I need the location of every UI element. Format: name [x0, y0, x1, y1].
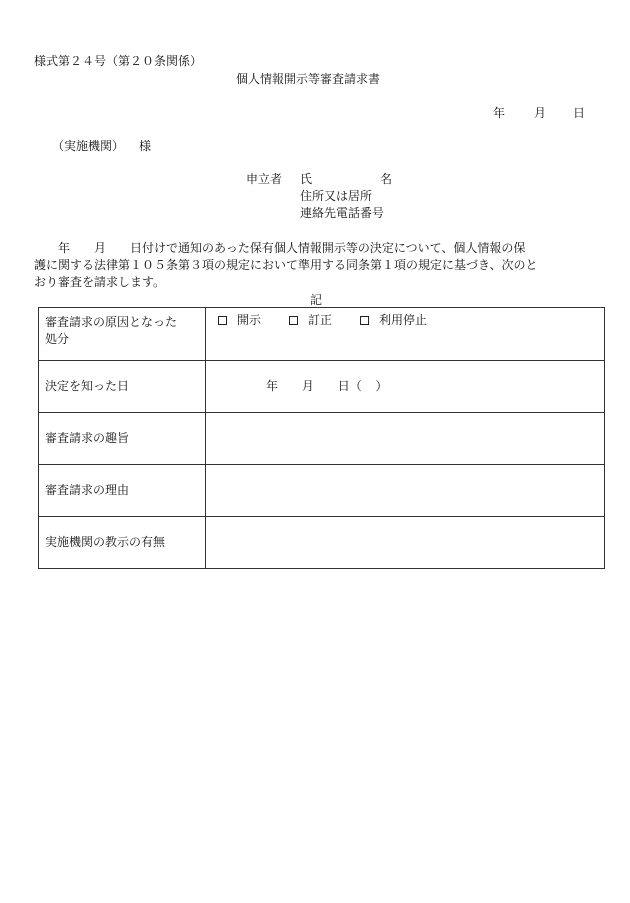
option-label: 利用停止: [379, 313, 428, 327]
table-row: [39, 308, 605, 361]
table-row: [39, 413, 605, 465]
instruction-label: 実施機関の教示の有無: [39, 517, 206, 569]
date-year-label: 年: [493, 106, 506, 120]
date-month-label: 月: [534, 106, 547, 120]
body-line-1: 年 月 日付けで通知のあった保有個人情報開示等の決定について、個人情報の保: [34, 241, 526, 255]
request-body-text: [34, 240, 606, 291]
request-purpose-field[interactable]: [206, 413, 605, 465]
applicant-name-label-2: 名: [380, 172, 393, 186]
document-title: 個人情報開示等審査請求書: [236, 72, 381, 86]
request-reason-label: 審査請求の理由: [39, 465, 206, 517]
table-row: [39, 465, 605, 517]
cause-label-line-1: 審査請求の原因となった: [45, 315, 178, 329]
request-purpose-label: 審査請求の趣旨: [39, 413, 206, 465]
cause-options-cell: [206, 308, 605, 361]
applicant-phone-label: 連絡先電話番号: [300, 206, 385, 220]
checkbox-icon[interactable]: [218, 316, 227, 325]
applicant-address-label: 住所又は居所: [300, 189, 373, 203]
request-form-table: [38, 307, 605, 569]
checkbox-icon[interactable]: [360, 316, 369, 325]
checkbox-icon[interactable]: [289, 316, 298, 325]
option-disclosure[interactable]: [218, 312, 261, 329]
agency-label: （実施機関）: [52, 139, 125, 153]
option-suspension[interactable]: [360, 312, 427, 329]
request-reason-field[interactable]: [206, 465, 605, 517]
body-line-2: 護に関する法律第１０５条第３項の規定において準用する同条第１項の規定に基づき、次のと: [34, 258, 538, 272]
decision-date-label: 決定を知った日: [39, 361, 206, 413]
form-number: 様式第２４号（第２０条関係）: [34, 54, 203, 68]
ki-heading: 記: [310, 293, 323, 307]
option-label: 開示: [237, 313, 262, 327]
decision-date-field[interactable]: [206, 361, 605, 413]
date-part-month: 月: [301, 379, 314, 393]
table-row: [39, 361, 605, 413]
body-line-3: おり審査を請求します。: [34, 275, 166, 289]
date-part-year: 年: [266, 379, 279, 393]
cause-label-line-2: 処分: [45, 332, 70, 346]
agency-honorific: 様: [139, 139, 152, 153]
option-correction[interactable]: [289, 312, 332, 329]
date-part-day: 日（: [337, 379, 362, 393]
applicant-name-label-1: 氏: [300, 172, 313, 186]
applicant-label: 申立者: [246, 172, 283, 186]
date-day-label: 日: [573, 106, 586, 120]
table-row: [39, 517, 605, 569]
instruction-field[interactable]: [206, 517, 605, 569]
option-label: 訂正: [308, 313, 333, 327]
date-part-close: ）: [375, 379, 388, 393]
cause-label: [39, 308, 206, 361]
